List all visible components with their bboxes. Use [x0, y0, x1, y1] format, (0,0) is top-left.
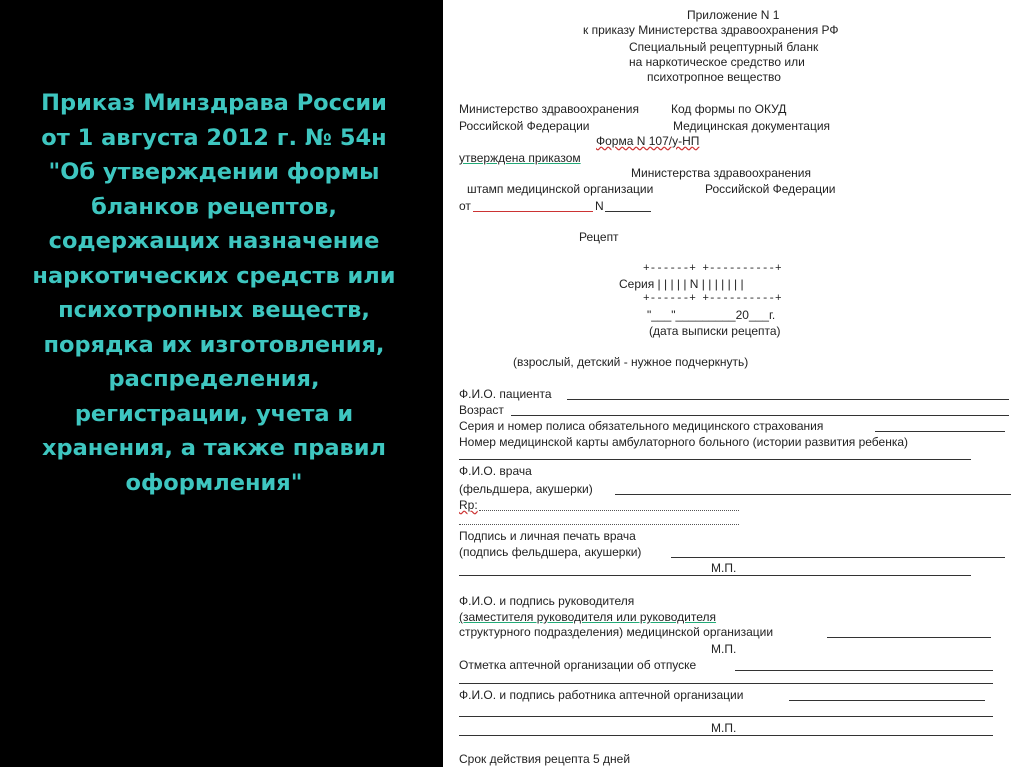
series-grid-top: +------+ +----------+ — [643, 263, 782, 275]
appendix-label: Приложение N 1 — [687, 8, 780, 22]
rp-line-2 — [459, 524, 739, 525]
doctor-name-line — [615, 494, 1011, 495]
blank-title-2: на наркотическое средство или — [629, 55, 805, 69]
from-date-line — [473, 211, 593, 212]
card-number-label: Номер медицинской карты амбулаторного больного (истории развития ребенка) — [459, 435, 909, 449]
head-unit-label: структурного подразделения) медицинской организации — [459, 625, 774, 639]
title-line: содержащих назначение — [48, 228, 380, 254]
recipe-label: Рецепт — [579, 230, 619, 244]
stamp-label: штамп медицинской организации — [467, 182, 654, 196]
patient-name-label: Ф.И.О. пациента — [459, 387, 552, 401]
ministry-label: Министерство здравоохранения — [459, 102, 639, 116]
number-label: N — [595, 199, 604, 213]
title-line: психотропных веществ, — [58, 297, 370, 323]
paramedic-label: (фельдшера, акушерки) — [459, 482, 593, 496]
stamp-place: М.П. — [711, 561, 737, 575]
date-caption: (дата выписки рецепта) — [649, 324, 781, 338]
ministry-label-3: Министерства здравоохранения — [631, 166, 811, 180]
from-label: от — [459, 199, 471, 213]
title-line: Приказ Минздрава России — [41, 90, 387, 116]
title-line: бланков рецептов, — [91, 193, 337, 220]
divider — [459, 735, 993, 736]
blank-title-3: психотропное вещество — [647, 70, 781, 84]
age-line — [511, 415, 1009, 416]
prescription-form — [443, 0, 1024, 767]
head-sign-line — [827, 637, 991, 638]
age-choice: (взрослый, детский - нужное подчеркнуть) — [513, 355, 749, 369]
title-line: оформления" — [125, 469, 303, 496]
doctor-name-label: Ф.И.О. врача — [459, 464, 532, 478]
number-line — [605, 211, 651, 212]
pharmacist-label: Ф.И.О. и подпись работника аптечной организации — [459, 688, 744, 702]
policy-line — [875, 431, 1005, 432]
title-line: регистрации, учета и — [74, 400, 354, 427]
patient-name-line — [567, 399, 1009, 400]
divider — [459, 683, 993, 684]
divider — [459, 716, 993, 717]
rp-label: Rp: — [459, 498, 478, 512]
blank-title-1: Специальный рецептурный бланк — [629, 40, 819, 54]
pharmacy-mark-label: Отметка аптечной организации об отпуске — [459, 658, 697, 672]
stamp-place: М.П. — [711, 642, 737, 656]
age-label: Возраст — [459, 403, 504, 417]
policy-label: Серия и номер полиса обязательного медицинского страхования — [459, 419, 824, 433]
head-deputy-label: (заместителя руководителя или руководителя — [459, 610, 717, 624]
stamp-place: М.П. — [711, 721, 737, 735]
title-line: порядка их изготовления, — [43, 331, 385, 358]
title-line: "Об утверждении формы — [48, 159, 380, 185]
series-label: Серия | | | | | N | | | | | | | — [619, 277, 744, 291]
date-line: "___"_________20___г. — [647, 308, 776, 322]
signature-label-2: (подпись фельдшера, акушерки) — [459, 545, 642, 559]
signature-line — [671, 557, 1005, 558]
ministry-label-2: Российской Федерации — [459, 119, 590, 133]
approved-label: утверждена приказом — [459, 151, 581, 165]
form-number: Форма N 107/у-НП — [596, 134, 700, 148]
validity-label: Срок действия рецепта 5 дней — [459, 752, 631, 766]
title-line: наркотических средств или — [32, 262, 396, 289]
title-line: от 1 августа 2012 г. № 54н — [41, 124, 387, 151]
order-ref: к приказу Министерства здравоохранения РФ — [583, 23, 839, 37]
okud-code-label: Код формы по ОКУД — [671, 102, 787, 116]
title-line: распределения, — [108, 366, 320, 392]
head-sign-label: Ф.И.О. и подпись руководителя — [459, 594, 635, 608]
signature-label: Подпись и личная печать врача — [459, 529, 636, 543]
title-line: хранения, а также правил — [41, 435, 387, 461]
rp-line — [479, 510, 739, 511]
series-grid-bottom: +------+ +----------+ — [643, 293, 782, 305]
divider — [459, 575, 971, 576]
med-doc-label: Медицинская документация — [673, 119, 831, 133]
slide-left-panel — [0, 0, 442, 767]
divider — [459, 459, 971, 460]
slide-title — [14, 86, 414, 500]
pharmacist-line — [789, 700, 985, 701]
ministry-label-4: Российской Федерации — [705, 182, 836, 196]
pharmacy-mark-line — [735, 670, 993, 671]
